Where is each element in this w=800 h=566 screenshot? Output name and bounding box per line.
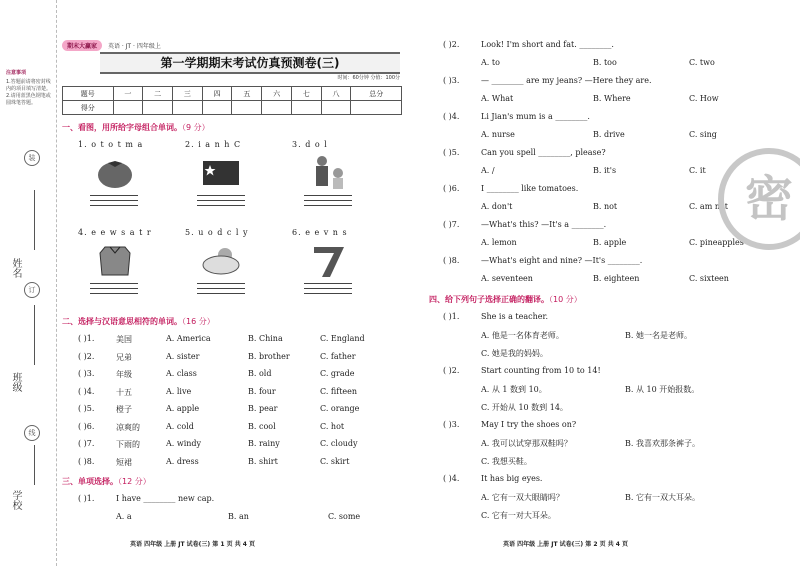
chinese-word: 橙子 [116, 405, 132, 414]
answer-line[interactable] [304, 200, 352, 201]
option-a[interactable]: A. 他是一名体育老师。 [481, 331, 564, 340]
option-a[interactable]: A. America [166, 334, 211, 343]
answer-bracket[interactable]: ( )6. [78, 421, 95, 431]
option-c[interactable]: C. hot [320, 421, 345, 431]
question-text: She is a teacher. [481, 312, 549, 321]
option-c[interactable]: C. grade [320, 369, 355, 378]
question-text: —What's this? —It's a ________. [481, 220, 607, 229]
option-b[interactable]: B. rainy [248, 439, 280, 448]
answer-line[interactable] [197, 293, 245, 294]
binding-hole: 线 [24, 425, 40, 441]
score-cell: 三 [173, 87, 203, 101]
doll-image [304, 153, 354, 191]
option-c[interactable]: C. 开始从 10 数到 14。 [481, 403, 568, 412]
option-b[interactable]: B. too [593, 58, 617, 67]
answer-bracket[interactable]: ( )1. [78, 494, 95, 503]
answer-line[interactable] [304, 283, 352, 284]
option-a[interactable]: A. 它有一双大眼睛吗？ [481, 493, 564, 502]
score-cell: 得分 [63, 101, 114, 115]
answer-bracket[interactable]: ( )3. [78, 369, 95, 378]
score-input-cell[interactable] [232, 101, 262, 115]
score-header-row [63, 87, 402, 101]
option-b[interactable]: B. China [248, 334, 283, 343]
item-number: 3. [292, 140, 302, 149]
score-table [62, 86, 402, 115]
answer-line[interactable] [304, 205, 352, 206]
section-title-text: 四、给下列句子选择正确的翻译。 [429, 295, 549, 304]
answer-bracket[interactable]: ( )8. [443, 256, 460, 265]
item-number: 2. [185, 140, 195, 149]
answer-bracket[interactable]: ( )4. [78, 386, 95, 396]
option-b[interactable]: B. 我喜欢那条裤子。 [625, 439, 700, 448]
answer-line[interactable] [197, 205, 245, 206]
option-a[interactable]: A. nurse [481, 130, 515, 139]
chinese-word: 兄弟 [116, 352, 132, 362]
binding-hole: 订 [24, 282, 40, 298]
binding-margin [0, 0, 57, 566]
score-input-cell[interactable] [202, 101, 232, 115]
answer-bracket[interactable]: ( )3. [443, 420, 460, 429]
picture-item-2 [185, 140, 280, 206]
score-cell: 八 [321, 87, 351, 101]
answer-bracket[interactable]: ( )6. [443, 184, 460, 193]
school-label: 学校 [10, 490, 21, 510]
school-write-line [34, 445, 35, 485]
chinese-word: 凉爽的 [116, 422, 140, 432]
series-badge: 期末大赢家 [62, 40, 102, 51]
option-a[interactable]: A. cold [166, 421, 194, 431]
option-b[interactable]: B. 从 10 开始报数。 [625, 385, 700, 394]
option-c[interactable]: C. sing [689, 130, 717, 139]
option-c[interactable]: C. fifteen [320, 386, 358, 396]
question-text: — ________ are my jeans? —Here they are. [481, 76, 652, 85]
chinese-word: 十五 [116, 387, 132, 397]
section-points: （12 分） [118, 477, 151, 486]
option-b[interactable]: B. cool [248, 421, 276, 431]
answer-line[interactable] [90, 288, 138, 289]
question-text: Can you spell ________, please? [481, 148, 606, 157]
chinese-word: 年级 [116, 370, 132, 379]
answer-line[interactable] [304, 195, 352, 196]
section-points: （9 分） [182, 123, 210, 132]
option-b[interactable]: B. shirt [248, 456, 278, 466]
option-c[interactable]: C. skirt [320, 456, 350, 466]
footer-page-2: 英语 四年级 上册 JT 试卷(三) 第 2 页 共 4 页 [503, 541, 629, 548]
option-b[interactable]: B. old [248, 369, 272, 378]
option-a[interactable]: A. 我可以试穿那双鞋吗？ [481, 439, 572, 448]
score-input-cell[interactable] [143, 101, 173, 115]
section-3-title [62, 476, 151, 487]
option-a[interactable]: A. seventeen [481, 274, 533, 283]
option-c[interactable]: C. orange [320, 404, 360, 413]
section-1-title [62, 122, 210, 133]
answer-line[interactable] [197, 200, 245, 201]
section-points: （16 分） [182, 317, 215, 326]
letter-group: o t o t m a [91, 140, 144, 149]
answer-line[interactable] [197, 283, 245, 284]
answer-bracket[interactable]: ( )5. [443, 148, 460, 157]
score-cell: 六 [262, 87, 292, 101]
option-c[interactable]: C. pineapples [689, 238, 744, 247]
option-a[interactable]: A. sister [166, 351, 200, 361]
option-c[interactable]: C. it [689, 166, 706, 175]
footer-page-1: 英语 四年级 上册 JT 试卷(三) 第 1 页 共 4 页 [130, 541, 256, 548]
picture-item-3 [292, 140, 387, 206]
option-c[interactable]: C. 她是我的妈妈。 [481, 349, 548, 358]
option-b[interactable]: B. it's [593, 166, 617, 175]
score-cell: 总分 [351, 87, 402, 101]
letter-group: u o d c l y [198, 228, 249, 237]
answer-line[interactable] [304, 293, 352, 294]
option-b[interactable]: B. brother [248, 351, 290, 361]
question-text: —What's eight and nine? —It's ________. [481, 256, 643, 265]
option-a[interactable]: A. / [481, 166, 495, 175]
letter-group: i a n h C [198, 140, 242, 149]
item-number: 6. [292, 228, 302, 237]
option-c[interactable]: C. two [689, 58, 715, 67]
exam-title: 第一学期期末考试仿真预测卷(三) [100, 52, 400, 74]
option-c[interactable]: C. 我想买鞋。 [481, 457, 532, 466]
score-input-cell[interactable] [173, 101, 203, 115]
stamp-seal: 密 [718, 148, 800, 250]
letter-group: d o l [305, 140, 328, 149]
option-c[interactable]: C. am not [689, 202, 729, 211]
subject-line: 英语 · JT · 四年级上 [107, 43, 161, 50]
section-4-title [429, 294, 582, 305]
score-input-cell[interactable] [351, 101, 402, 115]
option-c[interactable]: C. cloudy [320, 439, 358, 448]
class-write-line [34, 305, 35, 365]
option-b[interactable]: B. four [248, 386, 276, 396]
option-b[interactable]: B. Where [593, 94, 631, 103]
item-number: 1. [78, 140, 88, 149]
letter-group: e e v n s [305, 228, 348, 237]
answer-line[interactable] [197, 288, 245, 289]
option-a[interactable]: A. apple [166, 404, 200, 413]
score-cell: 七 [291, 87, 321, 101]
name-write-line [34, 190, 35, 250]
option-a[interactable]: A. lemon [481, 238, 517, 247]
binding-notes [6, 70, 52, 107]
chinese-word: 短裙 [116, 457, 132, 467]
answer-bracket[interactable]: ( )7. [443, 220, 460, 229]
answer-line[interactable] [90, 283, 138, 284]
answer-bracket[interactable]: ( )2. [443, 366, 460, 375]
score-input-cell[interactable] [321, 101, 351, 115]
chinese-word: 下雨的 [116, 440, 140, 449]
question-text: Look! I'm short and fat. ________. [481, 40, 614, 49]
question-text: I ________ like tomatoes. [481, 184, 579, 193]
section-title-text: 三、单项选择。 [62, 477, 118, 486]
option-a[interactable]: A. class [166, 369, 197, 378]
picture-item-4 [78, 228, 173, 294]
answer-bracket[interactable]: ( )2. [443, 40, 460, 49]
binding-hole: 装 [24, 150, 40, 166]
cloud-image [197, 241, 247, 279]
score-input-cell[interactable] [291, 101, 321, 115]
option-c[interactable]: C. sixteen [689, 274, 729, 283]
section-2-title [62, 316, 215, 327]
option-a[interactable]: A. live [166, 386, 192, 396]
option-c[interactable]: C. How [689, 94, 719, 103]
option-b[interactable]: B. eighteen [593, 274, 640, 283]
answer-bracket[interactable]: ( )7. [78, 439, 95, 448]
name-label: 姓名 [10, 258, 21, 278]
answer-bracket[interactable]: ( )8. [78, 456, 95, 466]
option-b[interactable]: B. 她一名是老师。 [625, 331, 692, 340]
section-title-text: 一、看图，用所给字母组合单词。 [62, 123, 182, 132]
sweater-image [90, 241, 140, 279]
binding-notes-title: 注意事项 [6, 70, 27, 76]
picture-item-5 [185, 228, 280, 294]
chinese-word: 美国 [116, 335, 132, 344]
question-text: May I try the shoes on? [481, 420, 577, 429]
letter-group: e e w s a t r [91, 228, 152, 237]
option-a[interactable]: A. dress [166, 456, 199, 466]
score-input-cell[interactable] [113, 101, 143, 115]
binding-notes-text: 1.答题前请将密封线内的项目填写清楚。2.请用蓝黑色钢笔或圆珠笔答题。 [6, 79, 52, 106]
china-flag-image [197, 153, 247, 191]
score-value-row [63, 101, 402, 115]
answer-bracket[interactable]: ( )1. [78, 334, 95, 343]
option-b[interactable]: B. not [593, 202, 618, 211]
answer-line[interactable] [304, 288, 352, 289]
picture-item-1 [78, 140, 173, 206]
score-cell: 四 [202, 87, 232, 101]
option-c[interactable]: C. England [320, 334, 365, 343]
answer-line[interactable] [90, 293, 138, 294]
option-b[interactable]: B. 它有一双大耳朵。 [625, 493, 700, 502]
answer-bracket[interactable]: ( )5. [78, 404, 95, 413]
option-c[interactable]: C. father [320, 351, 356, 361]
page-1 [60, 0, 408, 566]
question-text: Start counting from 10 to 14! [481, 366, 601, 375]
time-info: 时间：60分钟 分值：100分 [337, 75, 400, 81]
option-a[interactable]: A. don't [481, 202, 513, 211]
item-number: 5. [185, 228, 195, 237]
header-badge-row [62, 40, 161, 51]
option-a[interactable]: A. 从 1 数到 10。 [481, 385, 547, 394]
class-label: 班级 [10, 372, 21, 392]
picture-item-6 [292, 228, 387, 294]
option-c[interactable]: C. some [328, 512, 361, 521]
option-b[interactable]: B. apple [593, 238, 627, 247]
option-a[interactable]: A. a [116, 512, 132, 521]
option-a[interactable]: A. windy [166, 439, 202, 448]
score-cell: 五 [232, 87, 262, 101]
answer-line[interactable] [90, 200, 138, 201]
section-title-text: 二、选择与汉语意思相符的单词。 [62, 317, 182, 326]
section-points: （10 分） [549, 295, 582, 304]
option-a[interactable]: A. to [481, 58, 500, 67]
option-c[interactable]: C. 它有一对大耳朵。 [481, 511, 556, 520]
option-a[interactable]: A. What [481, 94, 514, 103]
answer-bracket[interactable]: ( )1. [443, 312, 460, 321]
answer-bracket[interactable]: ( )4. [443, 474, 460, 483]
number-seven-image [304, 241, 354, 279]
question-text: I have ________ new cap. [116, 494, 215, 503]
score-input-cell[interactable] [262, 101, 292, 115]
answer-bracket[interactable]: ( )2. [78, 351, 95, 361]
question-text: It has big eyes. [481, 474, 543, 483]
score-cell: 题号 [63, 87, 114, 101]
answer-line[interactable] [90, 205, 138, 206]
score-cell: 一 [113, 87, 143, 101]
answer-bracket[interactable]: ( )4. [443, 112, 460, 121]
answer-bracket[interactable]: ( )3. [443, 76, 460, 85]
item-number: 4. [78, 228, 88, 237]
option-b[interactable]: B. an [228, 512, 249, 521]
question-text: Li Jian's mum is a ________. [481, 112, 590, 121]
answer-line[interactable] [197, 195, 245, 196]
score-cell: 二 [143, 87, 173, 101]
page-2 [415, 0, 800, 566]
answer-line[interactable] [90, 195, 138, 196]
option-b[interactable]: B. drive [593, 130, 625, 139]
tomato-image [90, 153, 140, 191]
option-b[interactable]: B. pear [248, 404, 278, 413]
